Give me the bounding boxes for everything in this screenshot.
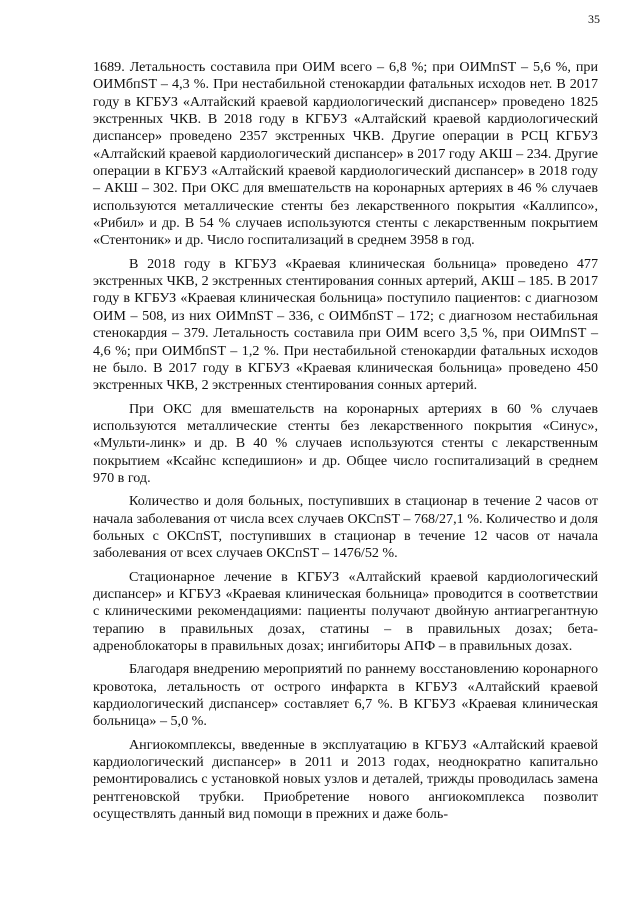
paragraph-3: При ОКС для вмешательств на коронарных артериях в 60 % случаев используются металлические стенты без лекарственного покрытия «Синус», «Мульти-линк» и др. В 40 % случаев используются стенты с лекарственным покрытием «Ксайнс кспедишион» и др. Общее число госпитализаций в среднем 970 в год.: [93, 400, 598, 486]
paragraph-5: Стационарное лечение в КГБУЗ «Алтайский краевой кардиологический диспансер» и КГБУЗ «Краевая клиническая больница» проводится в соответствии с клиническими рекомендациями: пациенты получают двойную антиагрегантную терапию в правильных дозах, статины – в правильных дозах; бета-адреноблокаторы в правильных дозах; ингибиторы АПФ – в правильных дозах.: [93, 568, 598, 654]
paragraph-4: Количество и доля больных, поступивших в стационар в течение 2 часов от начала заболевания от числа всех случаев ОКСпST – 768/27,1 %. Количество и доля больных с ОКСпST, поступивших в стационар в течение 12 часов от начала заболевания от всех случаев ОКСпST – 1476/52 %.: [93, 493, 598, 562]
page-number: 35: [588, 12, 600, 26]
paragraph-1: 1689. Летальность составила при ОИМ всего – 6,8 %; при ОИМпST – 5,6 %, при ОИМбпST – 4,3 %. При нестабильной стенокардии фатальных исходов нет. В 2017 году в КГБУЗ «Алтайский краевой кардиологический диспансер» проведено 1825 экстренных ЧКВ. В 2018 году в КГБУЗ «Алтайский краевой кардиологический диспансер» проведено 2357 экстренных ЧКВ. Другие операции в РСЦ КГБУЗ «Алтайский краевой кардиологический диспансер» в 2017 году АКШ – 234. Другие операции в КГБУЗ «Алтайский краевой кардиологический диспансер» в 2018 году – АКШ – 302. При ОКС для вмешательств на коронарных артериях в 46 % случаев используются металлические стенты без лекарственного покрытия «Каллипсо», «Рибил» и др. В 54 % случаев используются стенты с лекарственным покрытием «Стентоник» и др. Число госпитализаций в среднем 3958 в год.: [93, 59, 598, 249]
paragraph-6: Благодаря внедрению мероприятий по раннему восстановлению коронарного кровотока, летальность от острого инфаркта в КГБУЗ «Алтайский краевой кардиологический диспансер» составляет 6,7 %. В КГБУЗ «Краевая клиническая больница» – 5,0 %.: [93, 661, 598, 730]
paragraph-2: В 2018 году в КГБУЗ «Краевая клиническая больница» проведено 477 экстренных ЧКВ, 2 экстренных стентирования сонных артерий, АКШ – 185. В 2017 году в КГБУЗ «Краевая клиническая больница» поступило пациентов: с диагнозом ОИМ – 508, из них ОИМпST – 336, с ОИМбпST – 172; с диагнозом нестабильная стенокардия – 379. Летальность составила при ОИМ всего 3,5 %, при ОИМпST – 4,6 %; при ОИМбпST – 1,2 %. При нестабильной стенокардии фатальных исходов не было. В 2017 году в КГБУЗ «Краевая клиническая больница» проведено 450 экстренных ЧКВ, 2 экстренных стентирования сонных артерий.: [93, 255, 598, 394]
paragraph-7: Ангиокомплексы, введенные в эксплуатацию в КГБУЗ «Алтайский краевой кардиологический диспансер» в 2011 и 2013 годах, неоднократно капитально ремонтировались с установкой новых узлов и деталей, трижды проводилась замена рентгеновской трубки. Приобретение нового ангиокомплекса позволит осуществлять данный вид помощи в прежних и даже боль-: [93, 736, 598, 823]
body-text: [93, 59, 598, 829]
